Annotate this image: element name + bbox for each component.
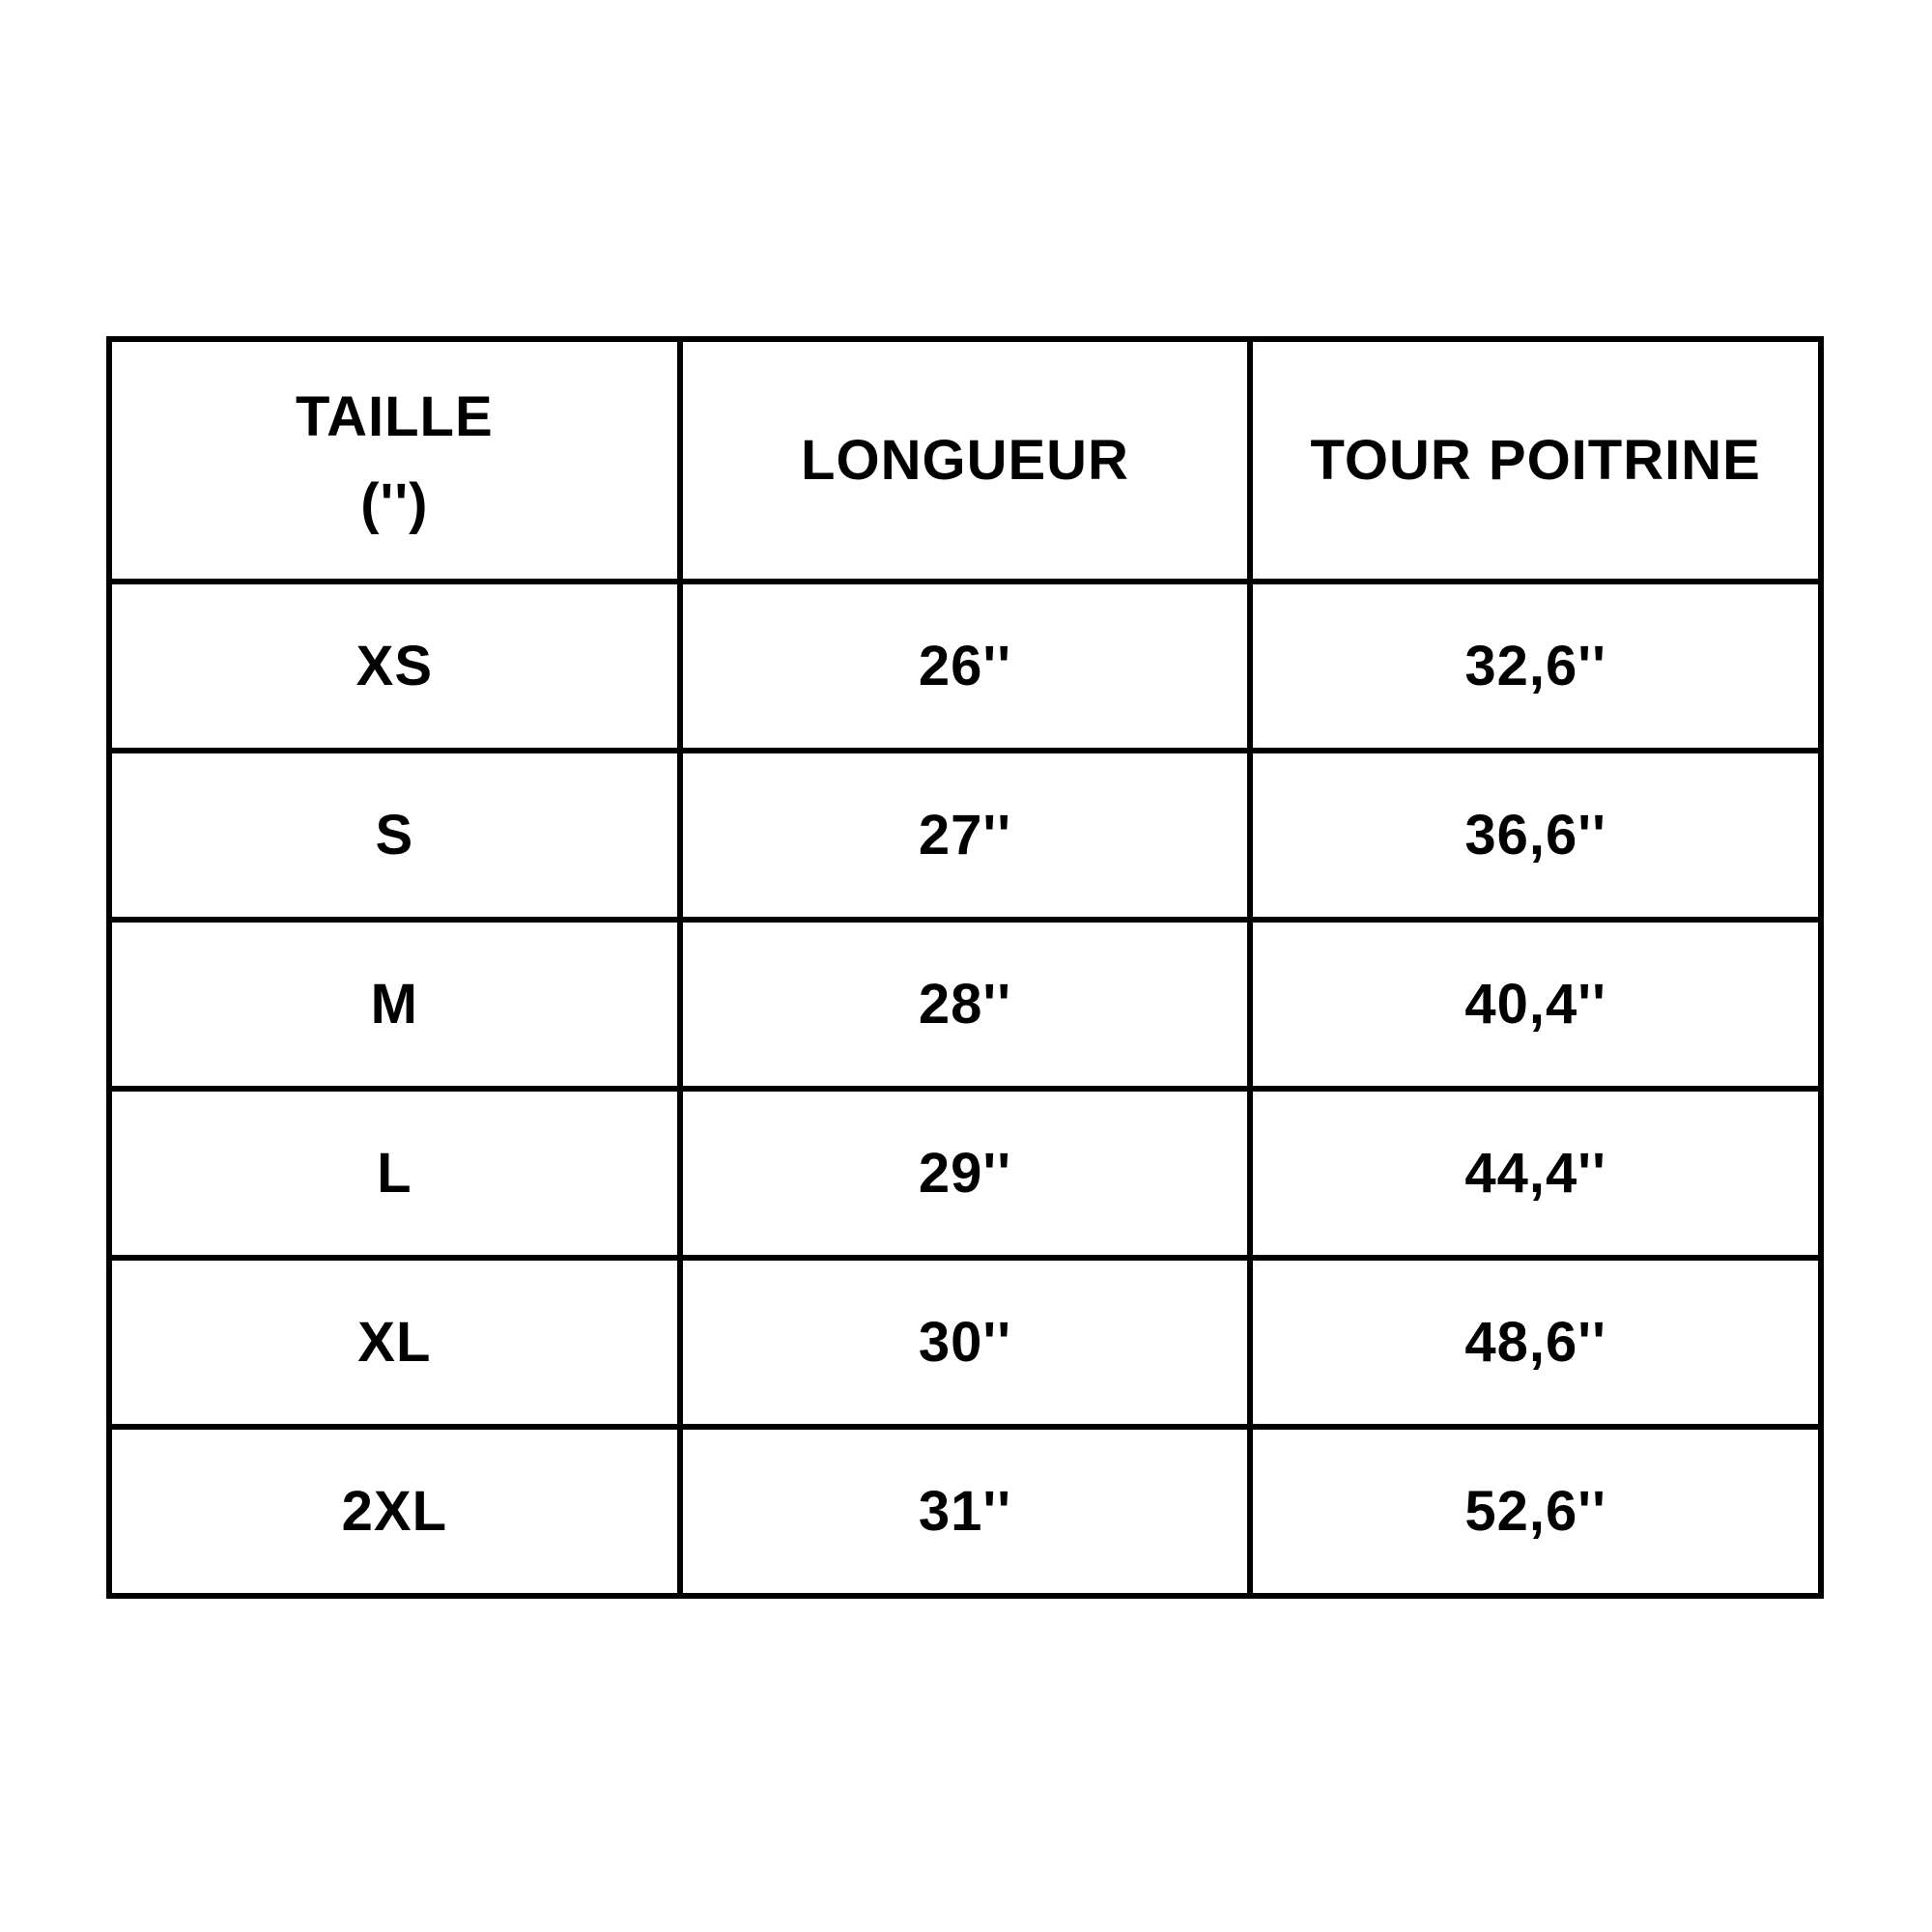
length-cell: 31'' [680, 1427, 1251, 1596]
chest-cell: 40,4'' [1250, 920, 1821, 1089]
size-cell: S [109, 751, 680, 920]
chest-cell: 48,6'' [1250, 1258, 1821, 1427]
size-cell: XL [109, 1258, 680, 1427]
chest-cell: 32,6'' [1250, 582, 1821, 751]
col-header-tour-poitrine: TOUR POITRINE [1250, 339, 1821, 582]
chest-cell: 36,6'' [1250, 751, 1821, 920]
col-header-taille [109, 339, 680, 582]
length-cell: 27'' [680, 751, 1251, 920]
table-row-xl [109, 1258, 1821, 1427]
length-cell: 26'' [680, 582, 1251, 751]
col-header-longueur: LONGUEUR [680, 339, 1251, 582]
length-cell: 28'' [680, 920, 1251, 1089]
table-row-2xl [109, 1427, 1821, 1596]
table-row-m [109, 920, 1821, 1089]
size-chart-table [106, 336, 1824, 1599]
header-row [109, 339, 1821, 582]
size-cell: M [109, 920, 680, 1089]
size-cell: 2XL [109, 1427, 680, 1596]
length-cell: 30'' [680, 1258, 1251, 1427]
col-header-taille-line1: TAILLE [295, 384, 494, 448]
chest-cell: 44,4'' [1250, 1089, 1821, 1258]
chest-cell: 52,6'' [1250, 1427, 1821, 1596]
length-cell: 29'' [680, 1089, 1251, 1258]
table-row-xs [109, 582, 1821, 751]
table-row-l [109, 1089, 1821, 1258]
table-row-s [109, 751, 1821, 920]
size-cell: XS [109, 582, 680, 751]
col-header-taille-line2: ('') [360, 471, 429, 535]
size-cell: L [109, 1089, 680, 1258]
